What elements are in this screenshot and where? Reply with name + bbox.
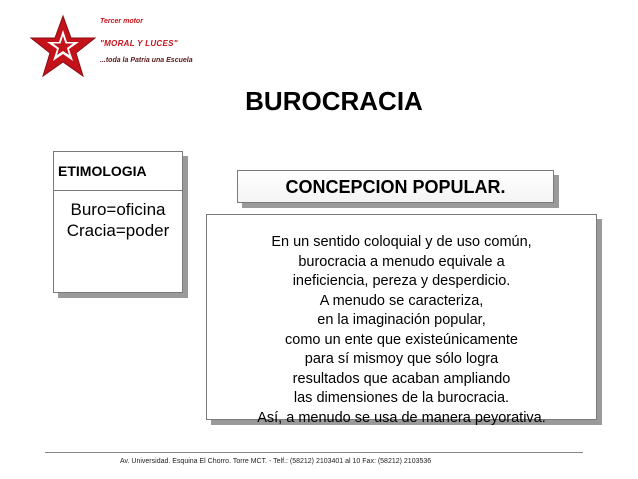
popular-concept-heading: CONCEPCION POPULAR. [237,170,554,203]
popular-line: las dimensiones de la burocracia. [293,390,510,406]
motto-block [100,18,193,64]
popular-line: Así, a menudo se usa de manera peyorativa. [257,409,546,426]
popular-line: para sí mismoy que sólo logra [304,351,499,367]
motto-line-3: ...toda la Patria una Escuela [100,57,193,64]
popular-line: A menudo se caracteriza, [319,292,484,309]
etymology-line: Cracia=poder [66,221,170,240]
popular-line: como un ente que existeúnicamente [285,331,518,348]
red-star-logo-icon [28,14,98,80]
etymology-box [53,151,183,293]
popular-line: burocracia a menudo equivale a [298,253,505,270]
etymology-line: Buro=oficina [70,200,166,219]
etymology-body [54,191,182,241]
popular-line: En un sentido coloquial y de uso común, [271,234,532,250]
popular-line: resultados que acaban ampliando [292,370,511,387]
popular-concept-body [206,214,597,426]
motto-line-1: Tercer motor [100,18,143,25]
footer-divider [45,452,583,453]
popular-line: en la imaginación popular, [317,312,486,328]
popular-line: ineficiencia, pereza y desperdicio. [292,273,511,289]
page-title: BUROCRACIA [245,86,423,116]
etymology-heading: ETIMOLOGIA [54,152,182,191]
footer-address: Av. Universidad. Esquina El Chorro. Torre MCT. - Telf.: (58212) 2103401 al 10 Fax: (58212) 2103536 [120,458,432,465]
motto-line-2: "MORAL Y LUCES" [100,39,178,48]
